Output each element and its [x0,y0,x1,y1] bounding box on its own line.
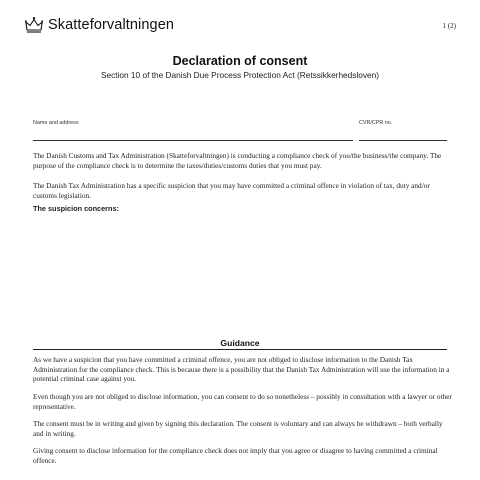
guidance-paragraph-4: Giving consent to disclose information for the compliance check does not imply that you agree or disagree to having committed a criminal offence. [33,446,438,465]
intro-paragraph-2: The Danish Tax Administration has a specific suspicion that you may have committed a criminal offence in violation of tax, duty and/or customs legislation. [33,181,430,200]
brand-name: Skatteforvaltningen [48,17,175,33]
guidance-paragraph-1: As we have a suspicion that you have committed a criminal offence, you are not obliged to disclose information to the Danish Tax Administration for the compliance check. This is because there is a possibility that the Danish Tax Administration will use the information in a potential criminal case against you. [33,355,450,383]
guidance-divider [33,349,447,350]
cvr-cpr-label: CVR/CPR no. [359,120,393,126]
guidance-paragraph-3: The consent must be in writing and given by signing this declaration. The consent is voluntary and can always be withdrawn – both verbally and in writing. [33,419,443,438]
intro-paragraph-1: The Danish Customs and Tax Administration (Skatteforvaltningen) is conducting a compliance check of you/the business/the company. The purpose of the compliance check is to determine the taxes/duties/customs duties that you must pay. [33,151,442,170]
name-address-label: Name and address [33,120,79,126]
crown-icon [24,16,44,34]
page-subtitle: Section 10 of the Danish Due Process Protection Act (Retssikkerhedsloven) [100,70,380,80]
name-address-field[interactable] [33,140,353,141]
page-number: 1 (2) [442,22,456,30]
page-title: Declaration of consent [172,54,308,68]
suspicion-heading: The suspicion concerns: [33,204,119,213]
guidance-paragraph-2: Even though you are not obliged to disclose information, you can consent to do so nonetheless – possibly in consultation with a lawyer or other representative. [33,392,452,411]
cvr-cpr-field[interactable] [359,140,447,141]
guidance-heading: Guidance [220,338,260,348]
logo [24,16,174,34]
